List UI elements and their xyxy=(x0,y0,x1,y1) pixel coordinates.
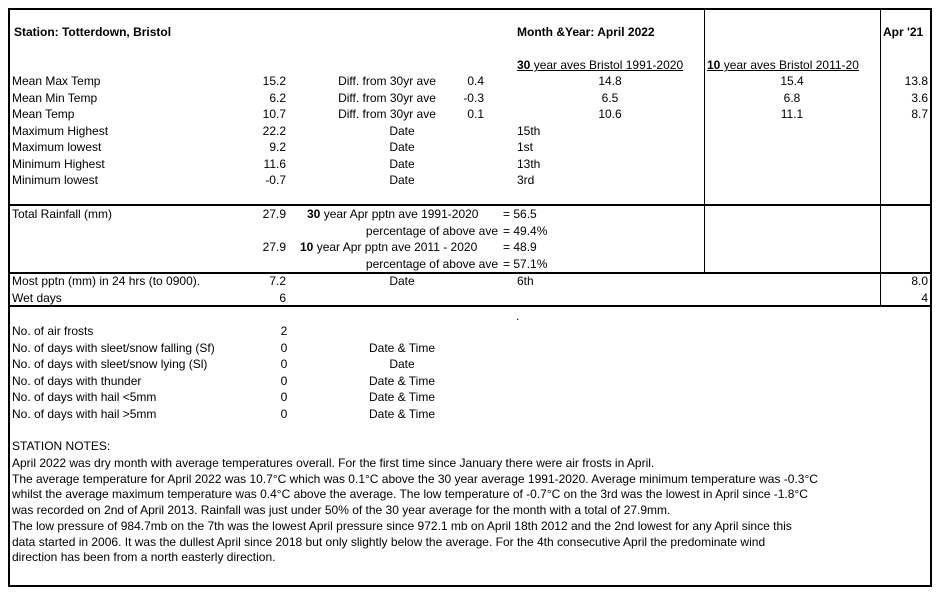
temp-label: Mean Temp xyxy=(12,107,75,121)
count-value: 0 xyxy=(280,406,288,421)
temp-value: 15.2 xyxy=(262,74,286,88)
temp-value: 11.6 xyxy=(263,156,286,171)
temp-value: 9.2 xyxy=(269,140,286,154)
rule-after-temps xyxy=(8,204,932,206)
pptn-date-label: Date xyxy=(389,274,415,288)
rain-30yr-line xyxy=(307,207,478,221)
aves30-text: year aves Bristol 1991-2020 xyxy=(530,58,684,72)
aves10-bold: 10 xyxy=(707,58,721,72)
count-value: 0 xyxy=(280,390,288,404)
temp-date: 13th xyxy=(517,156,541,171)
count-label: No. of days with thunder xyxy=(12,373,142,388)
temp-label: Mean Min Temp xyxy=(12,90,98,105)
temp-mid: Date xyxy=(389,140,415,154)
wet-days-prev: 4 xyxy=(921,290,928,305)
aves10-heading xyxy=(707,58,859,72)
rain-10yr-text: year Apr pptn ave 2011 - 2020 xyxy=(313,240,478,254)
rain-30yr-text: year Apr pptn ave 1991-2020 xyxy=(320,207,479,221)
temp-diff: 0.4 xyxy=(467,74,484,88)
temp-ave30: 10.6 xyxy=(598,107,622,121)
temp-mid: Diff. from 30yr ave xyxy=(338,90,436,105)
temp-mid: Date xyxy=(389,123,415,138)
temp-date: 3rd xyxy=(517,173,535,187)
aves10-text: year aves Bristol 2011-20 xyxy=(720,58,859,72)
temp-ave10: 15.4 xyxy=(780,74,804,88)
temp-mid: Date xyxy=(389,173,415,187)
count-mid: Date xyxy=(389,357,415,371)
temp-value: 22.2 xyxy=(262,123,286,138)
wet-days-value: 6 xyxy=(279,290,286,305)
count-label: No. of days with sleet/snow falling (Sf) xyxy=(12,340,215,355)
stray-dot: . xyxy=(516,309,520,323)
rain-value-10: 27.9 xyxy=(262,240,286,254)
count-label: No. of days with hail <5mm xyxy=(12,390,157,404)
pptn-prev: 8.0 xyxy=(911,274,928,288)
temp-mid: Date xyxy=(389,156,415,171)
temp-prev: 3.6 xyxy=(911,90,928,105)
notes-body: April 2022 was dry month with average temperatures overall. For the first time since January there were air frosts in April. The average temperature for April 2022 was 10.7°C which was 0.1°C above the 30 year average 1991-2020. Average minimum temperature was -0.3°C whilst the average maximum temperature was 0.4°C above the average. The low temperature of -0.7°C on the 3rd was the lowest in April since -1.8°C was recorded on 2nd of April 2013. Rainfall was just under 50% of the 30 year average for the month with a total of 27.9mm. The low pressure of 984.7mb on the 7th was the lowest April pressure since 972.1 mb on April 18th 2012 and the 2nd lowest for any April since this data started in 2006. It was the dullest April since 2018 but only slightly below the average. For the 4th consecutive April the predominate wind direction has been from a north easterly direction. xyxy=(12,456,818,565)
temp-diff: -0.3 xyxy=(463,90,484,105)
temp-value: 6.2 xyxy=(269,90,286,105)
pptn-date: 6th xyxy=(517,274,534,288)
temp-prev: 13.8 xyxy=(904,74,928,88)
rain-label: Total Rainfall (mm) xyxy=(12,207,113,221)
count-label: No. of air frosts xyxy=(12,324,94,338)
temp-date: 1st xyxy=(517,140,534,154)
col-divider-prev xyxy=(880,8,881,306)
temp-prev: 8.7 xyxy=(911,107,928,121)
temp-label: Mean Max Temp xyxy=(12,74,101,88)
rain-pct2-label: percentage of above ave xyxy=(365,256,498,271)
temp-date: 15th xyxy=(517,123,541,138)
temp-label: Minimum Highest xyxy=(12,156,105,171)
temp-ave10: 6.8 xyxy=(783,90,801,105)
rain-pct1-value: = 49.4% xyxy=(503,223,548,238)
rain-10yr-line xyxy=(300,240,477,254)
count-label: No. of days with hail >5mm xyxy=(12,406,157,421)
count-mid: Date & Time xyxy=(368,406,436,421)
count-mid: Date & Time xyxy=(368,340,436,355)
count-value: 2 xyxy=(280,324,288,338)
month-year-title: Month &Year: April 2022 xyxy=(517,25,655,39)
pptn-value: 7.2 xyxy=(269,274,286,288)
station-title: Station: Totterdown, Bristol xyxy=(14,25,172,39)
rain-10yr-ave: = 48.9 xyxy=(503,240,537,254)
temp-label: Maximum Highest xyxy=(12,123,109,138)
temp-label: Maximum lowest xyxy=(12,140,102,154)
notes-title: STATION NOTES: xyxy=(12,439,111,453)
rain-30yr-ave: = 56.5 xyxy=(503,207,537,221)
count-value: 0 xyxy=(280,340,288,355)
temp-ave30: 14.8 xyxy=(598,74,622,88)
count-mid: Date & Time xyxy=(368,390,436,404)
pptn-label: Most pptn (mm) in 24 hrs (to 0900). xyxy=(12,274,201,288)
rain-value-30: 27.9 xyxy=(262,207,286,221)
wet-days-label: Wet days xyxy=(12,290,62,305)
count-value: 0 xyxy=(280,357,288,371)
temp-ave10: 11.1 xyxy=(780,107,804,121)
rain-10yr-bold: 10 xyxy=(300,240,314,254)
rain-30yr-bold: 30 xyxy=(307,207,321,221)
count-label: No. of days with sleet/snow lying (Sl) xyxy=(12,357,208,371)
prev-year-title: Apr '21 xyxy=(883,25,924,39)
aves30-heading xyxy=(517,58,683,72)
temp-value: 10.7 xyxy=(262,107,286,121)
rule-after-pptn xyxy=(8,305,932,307)
temp-value: -0.7 xyxy=(265,173,286,187)
temp-diff: 0.1 xyxy=(467,107,484,121)
rain-pct2-value: = 57.1% xyxy=(503,256,548,271)
temp-mid: Diff. from 30yr ave xyxy=(338,74,436,88)
temp-mid: Diff. from 30yr ave xyxy=(338,107,436,121)
count-value: 0 xyxy=(280,373,288,388)
aves30-bold: 30 xyxy=(517,58,531,72)
col-divider-10yr xyxy=(704,8,705,273)
count-mid: Date & Time xyxy=(368,373,436,388)
rain-pct1-label: percentage of above ave xyxy=(365,223,498,238)
temp-ave30: 6.5 xyxy=(601,90,619,105)
temp-label: Minimum lowest xyxy=(12,173,99,187)
